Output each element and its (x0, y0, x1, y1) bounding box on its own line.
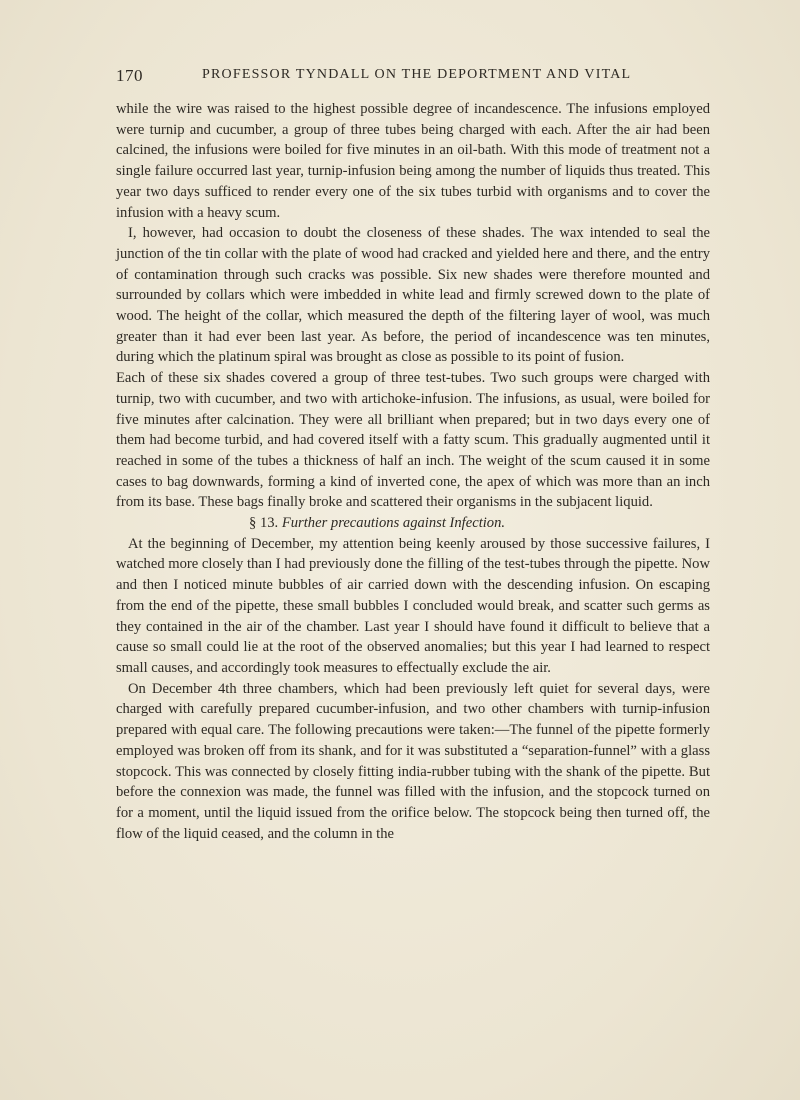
running-title: PROFESSOR TYNDALL ON THE DEPORTMENT AND VITAL (202, 67, 632, 82)
running-head (116, 66, 710, 88)
paragraph-3: Each of these six shades covered a group of three test-tubes. Two such groups were charged with turnip, two with cucumber, and two with artichoke-infusion. The infusions, as usual, were boiled for five minutes after calcination. They were all brilliant when prepared; but in two days every one of them had become turbid, and had covered itself with a fatty scum. This gradually augmented until it reached in some of the tubes a thickness of half an inch. The weight of the scum caused it in some cases to bag downwards, forming a kind of inverted cone, the apex of which was more than an inch from its base. These bags finally broke and scattered their organisms in the subjacent liquid. (116, 370, 710, 511)
page-number: 170 (116, 66, 143, 85)
paragraph-4: At the beginning of December, my attention being keenly aroused by those successive failures, I watched more closely than I had previously done the filling of the test-tubes through the pipette. Now and then I noticed minute bubbles of air carried down with the descending infusion. On escaping from the end of the pipette, these small bubbles I concluded would break, and scatter such germs as they contained in the air of the chamber. Last year I should have found it difficult to believe that a cause so small could lie at the root of the observed anomalies; but this year I had learned to respect small causes, and accordingly took measures to effectually exclude the air. (116, 535, 710, 676)
paragraph-2: I, however, had occasion to doubt the closeness of these shades. The wax intended to seal the junction of the tin collar with the plate of wood had cracked and yielded here and there, and the entry of contamination through such cracks was possible. Six new shades were therefore mounted and surrounded by collars which were imbedded in white lead and firmly screwed down to the plate of wood. The height of the collar, which measured the depth of the filtering layer of wool, was much greater than it had ever been last year. As before, the period of incandescence was ten minutes, during which the platinum spiral was brought as close as possible to its point of fusion. (116, 225, 710, 366)
paragraph-1: while the wire was raised to the highest possible degree of incandescence. The infusions employed were turnip and cucumber, a group of three tubes being charged with each. After the air had been calcined, the infusions were boiled for five minutes in an oil-bath. With this mode of treatment not a single failure occurred last year, turnip-infusion being among the number of liquids thus treated. This year two days sufficed to render every one of the six tubes turbid with organisms and to cover the infusion with a heavy scum. (116, 101, 710, 221)
section-number: § 13. (249, 515, 279, 532)
paragraph-5: On December 4th three chambers, which had been previously left quiet for several days, were charged with carefully prepared cucumber-infusion, and two other chambers with turnip-infusion prepared with equal care. The following precautions were taken:—The funnel of the pipette formerly employed was broken off from its shank, and for it was substituted a “separation-funnel” with a glass stopcock. This was connected by closely fitting india-rubber tubing with the shank of the pipette. But before the connexion was made, the funnel was filled with the infusion, and the stopcock turned on for a moment, until the liquid issued from the orifice below. The stopcock being then turned off, the flow of the liquid ceased, and the column in the (116, 680, 710, 842)
section-heading (116, 513, 710, 534)
body-text (116, 99, 710, 844)
section-title: Further precautions against Infection. (281, 515, 506, 532)
